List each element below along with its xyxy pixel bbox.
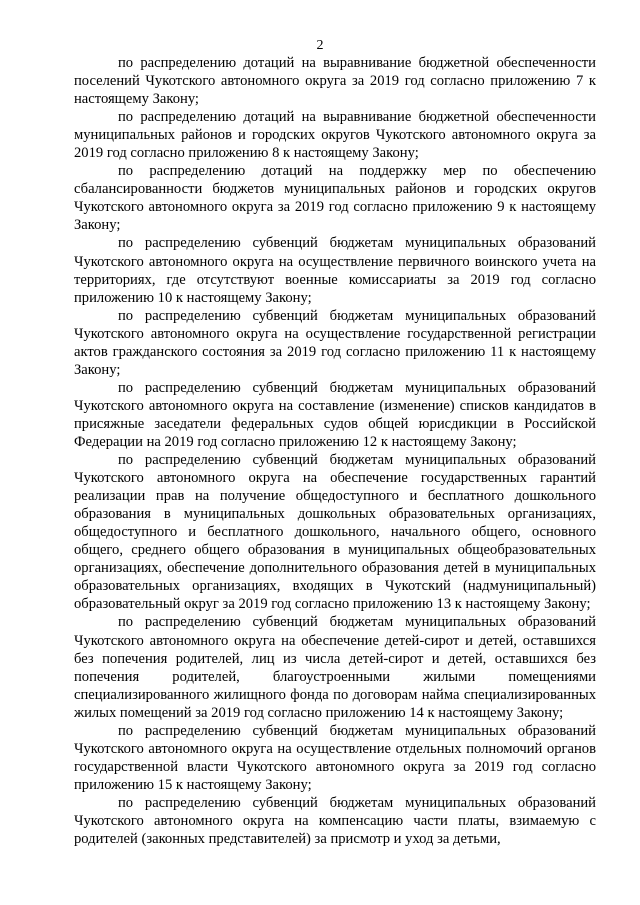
- paragraph-appendix-13: по распределению субвенций бюджетам муниципальных образований Чукотского автономного округа на обеспечение государственных гарантий реализации прав на получение общедоступного и бесплатного дошкольного образования в муниципальных дошкольных образовательных организациях, общедоступного и бесплатного дошкольного, начального общего, основного общего, среднего общего образования в муниципальных общеобразовательных организациях, обеспечение дополнительного образования детей в муниципальных образовательных организациях, входящих в Чукотский (надмуниципальный) образовательный округ за 2019 год согласно приложению 13 к настоящему Закону;: [74, 452, 596, 613]
- paragraph-appendix-14: по распределению субвенций бюджетам муниципальных образований Чукотского автономного округа на обеспечение детей-сирот и детей, оставшихся без попечения родителей, лиц из числа детей-сирот и детей, оставшихся без попечения родителей, благоустроенными жилыми помещениями специализированного жилищного фонда по договорам найма специализированных жилых помещений за 2019 год согласно приложению 14 к настоящему Закону;: [74, 614, 596, 721]
- paragraph-appendix-8: по распределению дотаций на выравнивание бюджетной обеспеченности муниципальных районов и городских округов Чукотского автономного округа за 2019 год согласно приложению 8 к настоящему Закону;: [74, 109, 596, 162]
- paragraph-appendix-11: по распределению субвенций бюджетам муниципальных образований Чукотского автономного округа на осуществление государственной регистрации актов гражданского состояния за 2019 год согласно приложению 11 к настоящему Закону;: [74, 307, 596, 378]
- paragraph-appendix-10: по распределению субвенций бюджетам муниципальных образований Чукотского автономного округа на осуществление первичного воинского учета на территориях, где отсутствуют военные комиссариаты за 2019 год согласно приложению 10 к настоящему Закону;: [74, 235, 596, 306]
- paragraph-appendix-9: по распределению дотаций на поддержку мер по обеспечению сбалансированности бюджетов муниципальных районов и городских округов Чукотского автономного округа за 2019 год согласно приложению 9 к настоящему Закону;: [74, 163, 596, 234]
- paragraph-appendix-15: по распределению субвенций бюджетам муниципальных образований Чукотского автономного округа на осуществление отдельных полномочий органов государственной власти Чукотского автономного округа за 2019 год согласно приложению 15 к настоящему Закону;: [74, 722, 596, 793]
- paragraph-appendix-7: по распределению дотаций на выравнивание бюджетной обеспеченности поселений Чукотского автономного округа за 2019 год согласно приложению 7 к настоящему Закону;: [74, 55, 596, 108]
- paragraph-appendix-12: по распределению субвенций бюджетам муниципальных образований Чукотского автономного округа на составление (изменение) списков кандидатов в присяжные заседатели федеральных судов общей юрисдикции в Российской Федерации на 2019 год согласно приложению 12 к настоящему Закону;: [74, 379, 596, 450]
- document-body: [74, 54, 596, 848]
- page-number: 2: [316, 38, 324, 53]
- paragraph-compensation: по распределению субвенций бюджетам муниципальных образований Чукотского автономного округа на компенсацию части платы, взимаемую с родителей (законных представителей) за присмотр и уход за детьми,: [74, 794, 596, 848]
